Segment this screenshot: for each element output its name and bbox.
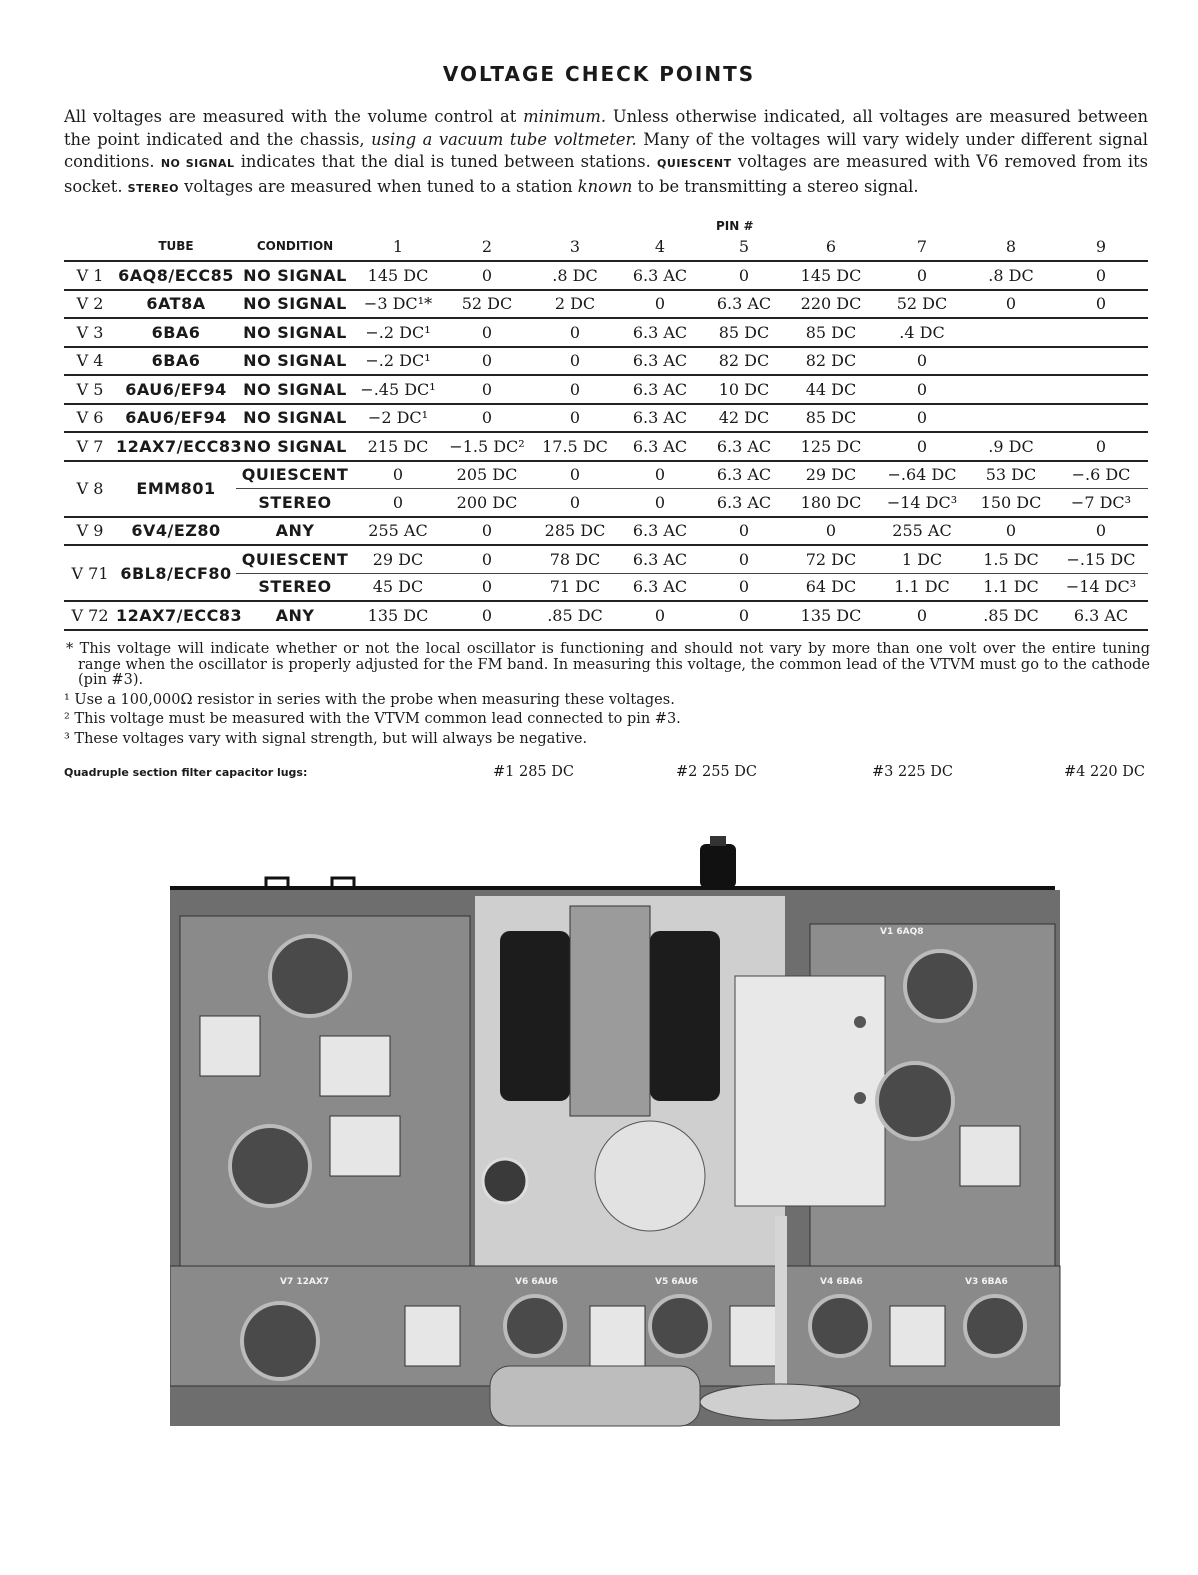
pin-value: 1.1 DC [968, 573, 1054, 601]
pin-value: 0 [532, 375, 618, 404]
pin-value: 0 [876, 404, 968, 433]
pin-value [1054, 375, 1148, 404]
condition: NO SIGNAL [236, 318, 354, 347]
pin-value: 215 DC [354, 432, 442, 461]
pin-value: 0 [442, 601, 532, 630]
pin-value [1054, 404, 1148, 433]
pin-value: 0 [442, 318, 532, 347]
pin-value: −1.5 DC² [442, 432, 532, 461]
pin-value: 0 [442, 261, 532, 290]
pin-value: −.2 DC¹ [354, 347, 442, 376]
tube-type: 6BA6 [116, 318, 236, 347]
pin-value: 145 DC [354, 261, 442, 290]
board-label-v5: V5 6AU6 [655, 1277, 698, 1287]
pin-value: 10 DC [702, 375, 786, 404]
tube-row [64, 545, 1148, 573]
tube-header: TUBE [116, 232, 236, 261]
pin-value: 78 DC [532, 545, 618, 573]
pin-value: 0 [442, 573, 532, 601]
tube-type: 6V4/EZ80 [116, 517, 236, 546]
pin-value: 0 [354, 461, 442, 489]
tube-row [64, 404, 1148, 433]
pin-value: −3 DC¹* [354, 290, 442, 319]
page-title: VOLTAGE CHECK POINTS [442, 62, 756, 86]
pin-value: 0 [532, 347, 618, 376]
condition: NO SIGNAL [236, 375, 354, 404]
pin-value: 2 DC [532, 290, 618, 319]
quiescent-term: QUIESCENT [657, 157, 732, 170]
no-signal-term: NO SIGNAL [160, 157, 235, 170]
pin-header-2: 2 [442, 232, 532, 261]
tube-id: V 9 [64, 517, 116, 546]
pin-value: 0 [702, 601, 786, 630]
chassis-photo [170, 836, 1070, 1436]
voltage-table [64, 232, 1148, 631]
pin-value: 0 [786, 517, 876, 546]
tube-row [64, 375, 1148, 404]
pin-value: −.45 DC¹ [354, 375, 442, 404]
pin-value: 0 [1054, 517, 1148, 546]
pin-header-5: 5 [702, 232, 786, 261]
tube-row [64, 318, 1148, 347]
footnote-star: * This voltage will indicate whether or not the local oscillator is functioning and should not vary by more than one volt over the entire tuning range when the oscillator is properly adjusted for the FM band. In measuring this voltage, the common lead of the VTVM must go to the cathode (pin #3). [66, 641, 1150, 688]
pin-header: PIN # [716, 219, 754, 233]
pin-value: 0 [702, 545, 786, 573]
board-label-v4: V4 6BA6 [820, 1277, 863, 1287]
condition: ANY [236, 517, 354, 546]
pin-value: 29 DC [786, 461, 876, 489]
pin-value: 0 [354, 489, 442, 517]
pin-value: 6.3 AC [702, 290, 786, 319]
pin-value: 71 DC [532, 573, 618, 601]
footnote-2: ² This voltage must be measured with the VTVM common lead connected to pin #3. [64, 711, 681, 727]
pin-value: 6.3 AC [618, 432, 702, 461]
pin-value: 29 DC [354, 545, 442, 573]
pin-value: .8 DC [968, 261, 1054, 290]
pin-header-1: 1 [354, 232, 442, 261]
lug-3: #3 225 DC [872, 764, 953, 780]
tube-row [64, 290, 1148, 319]
pin-value [1054, 347, 1148, 376]
pin-value: 52 DC [876, 290, 968, 319]
pin-value: 0 [876, 347, 968, 376]
pin-value: 285 DC [532, 517, 618, 546]
pin-value: 0 [532, 318, 618, 347]
pin-value: 6.3 AC [618, 404, 702, 433]
pin-value: 0 [702, 573, 786, 601]
pin-value: 0 [1054, 290, 1148, 319]
tube-id: V 3 [64, 318, 116, 347]
pin-value: 150 DC [968, 489, 1054, 517]
tube-id: V 8 [64, 461, 116, 517]
pin-value: .85 DC [968, 601, 1054, 630]
tube-type: 6AT8A [116, 290, 236, 319]
condition: STEREO [236, 573, 354, 601]
pin-value [968, 375, 1054, 404]
pin-value: 0 [532, 489, 618, 517]
pin-value: 53 DC [968, 461, 1054, 489]
pin-value: 45 DC [354, 573, 442, 601]
pin-header-3: 3 [532, 232, 618, 261]
pin-value: 6.3 AC [618, 573, 702, 601]
pin-value: 135 DC [354, 601, 442, 630]
pin-value: 0 [876, 432, 968, 461]
lug-4: #4 220 DC [1064, 764, 1145, 780]
tube-row [64, 347, 1148, 376]
pin-value: 6.3 AC [618, 318, 702, 347]
pin-value: 0 [442, 404, 532, 433]
footnote-3: ³ These voltages vary with signal strength, but will always be negative. [64, 730, 588, 747]
pin-value: 85 DC [786, 404, 876, 433]
tube-id: V 1 [64, 261, 116, 290]
pin-value: −2 DC¹ [354, 404, 442, 433]
pin-value: 6.3 AC [618, 517, 702, 546]
tube-type: 6BL8/ECF80 [116, 545, 236, 601]
board-label-v1: V1 6AQ8 [880, 927, 924, 937]
pin-value [968, 347, 1054, 376]
pin-value: −14 DC³ [876, 489, 968, 517]
pin-value: 6.3 AC [702, 489, 786, 517]
capacitor-lugs [64, 764, 1150, 784]
board-label-v3: V3 6BA6 [965, 1277, 1008, 1287]
condition: QUIESCENT [236, 461, 354, 489]
condition: NO SIGNAL [236, 261, 354, 290]
pin-value: .9 DC [968, 432, 1054, 461]
pin-value: 42 DC [702, 404, 786, 433]
tube-id: V 5 [64, 375, 116, 404]
pin-value: 52 DC [442, 290, 532, 319]
pin-value: 0 [618, 461, 702, 489]
pin-value: 205 DC [442, 461, 532, 489]
pin-value: .4 DC [876, 318, 968, 347]
pin-value: 72 DC [786, 545, 876, 573]
stereo-term: STEREO [127, 181, 179, 195]
pin-value: 17.5 DC [532, 432, 618, 461]
tube-id: V 4 [64, 347, 116, 376]
pin-value: −.15 DC [1054, 545, 1148, 573]
pin-value: .85 DC [532, 601, 618, 630]
pin-value: 6.3 AC [618, 347, 702, 376]
condition: NO SIGNAL [236, 290, 354, 319]
pin-value: 200 DC [442, 489, 532, 517]
tube-id: V 72 [64, 601, 116, 630]
tube-type: 6BA6 [116, 347, 236, 376]
pin-header-9: 9 [1054, 232, 1148, 261]
pin-value: 255 AC [354, 517, 442, 546]
tube-col-blank [64, 232, 116, 261]
pin-value: 0 [876, 601, 968, 630]
pin-value: 0 [968, 517, 1054, 546]
tube-type: 6AU6/EF94 [116, 375, 236, 404]
pin-value: 220 DC [786, 290, 876, 319]
board-label-v6: V6 6AU6 [515, 1277, 558, 1287]
condition: NO SIGNAL [236, 432, 354, 461]
pin-value: 6.3 AC [702, 432, 786, 461]
condition: QUIESCENT [236, 545, 354, 573]
tube-row [64, 261, 1148, 290]
board-label-v7: V7 12AX7 [280, 1277, 330, 1287]
pin-value: 1 DC [876, 545, 968, 573]
tube-type: 6AQ8/ECC85 [116, 261, 236, 290]
pin-value: 135 DC [786, 601, 876, 630]
pin-value: 6.3 AC [618, 545, 702, 573]
pin-value: 125 DC [786, 432, 876, 461]
condition: NO SIGNAL [236, 347, 354, 376]
tube-type: 12AX7/ECC83 [116, 432, 236, 461]
pin-value: 0 [532, 404, 618, 433]
footnote-1: ¹ Use a 100,000Ω resistor in series with the probe when measuring these voltages. [64, 691, 675, 708]
condition: ANY [236, 601, 354, 630]
pin-value: 85 DC [786, 318, 876, 347]
pin-value: 1.5 DC [968, 545, 1054, 573]
pin-value: −14 DC³ [1054, 573, 1148, 601]
pin-value: .8 DC [532, 261, 618, 290]
tube-id: V 6 [64, 404, 116, 433]
pin-value: 1.1 DC [876, 573, 968, 601]
pin-value: 82 DC [702, 347, 786, 376]
pin-value [968, 318, 1054, 347]
pin-value: 6.3 AC [618, 375, 702, 404]
pin-value [1054, 318, 1148, 347]
pin-value [968, 404, 1054, 433]
pin-value: 0 [442, 347, 532, 376]
intro-paragraph: All voltages are measured with the volume control at minimum. Unless otherwise indicated, all voltages are measured between the point indicated and the chassis, using a vacuum tube voltmeter. Many of the voltages will vary widely under different signal conditions. NO SIGNAL indicates that the dial is tuned between stations. QUIESCENT voltages are measured with V6 removed from its socket. STEREO voltages are measured when tuned to a station known to be transmitting a stereo signal. [64, 107, 1149, 196]
tube-type: 6AU6/EF94 [116, 404, 236, 433]
pin-value: 0 [876, 261, 968, 290]
pin-value: −.6 DC [1054, 461, 1148, 489]
pin-value: 0 [442, 517, 532, 546]
tube-row [64, 601, 1148, 630]
capacitor-label: Quadruple section filter capacitor lugs: [64, 766, 308, 779]
pin-value: 0 [442, 375, 532, 404]
pin-value: −.64 DC [876, 461, 968, 489]
pin-value: 85 DC [702, 318, 786, 347]
condition: NO SIGNAL [236, 404, 354, 433]
condition-header: CONDITION [236, 232, 354, 261]
tube-id: V 7 [64, 432, 116, 461]
pin-header-8: 8 [968, 232, 1054, 261]
tube-type: EMM801 [116, 461, 236, 517]
pin-value: 0 [702, 261, 786, 290]
tube-type: 12AX7/ECC83 [116, 601, 236, 630]
pin-value: 6.3 AC [702, 461, 786, 489]
pin-value: 0 [442, 545, 532, 573]
footnotes [64, 642, 1150, 751]
pin-header-7: 7 [876, 232, 968, 261]
pin-value: 0 [618, 601, 702, 630]
pin-value: 64 DC [786, 573, 876, 601]
pin-value: 0 [532, 461, 618, 489]
pin-value: 0 [876, 375, 968, 404]
pin-value: 82 DC [786, 347, 876, 376]
pin-value: 44 DC [786, 375, 876, 404]
lug-2: #2 255 DC [676, 764, 757, 780]
tube-row [64, 517, 1148, 546]
pin-value: 0 [618, 489, 702, 517]
pin-value: 6.3 AC [618, 261, 702, 290]
pin-value: 0 [1054, 261, 1148, 290]
tube-id: V 71 [64, 545, 116, 601]
pin-value: 0 [968, 290, 1054, 319]
pin-value: −.2 DC¹ [354, 318, 442, 347]
tube-id: V 2 [64, 290, 116, 319]
pin-value: 255 AC [876, 517, 968, 546]
tube-row [64, 461, 1148, 489]
pin-header-6: 6 [786, 232, 876, 261]
pin-value: 6.3 AC [1054, 601, 1148, 630]
pin-value: 0 [702, 517, 786, 546]
pin-value: 0 [618, 290, 702, 319]
pin-value: 145 DC [786, 261, 876, 290]
pin-value: −7 DC³ [1054, 489, 1148, 517]
pin-value: 180 DC [786, 489, 876, 517]
lug-1: #1 285 DC [493, 764, 574, 780]
pin-header-4: 4 [618, 232, 702, 261]
pin-value: 0 [1054, 432, 1148, 461]
condition: STEREO [236, 489, 354, 517]
tube-row [64, 432, 1148, 461]
